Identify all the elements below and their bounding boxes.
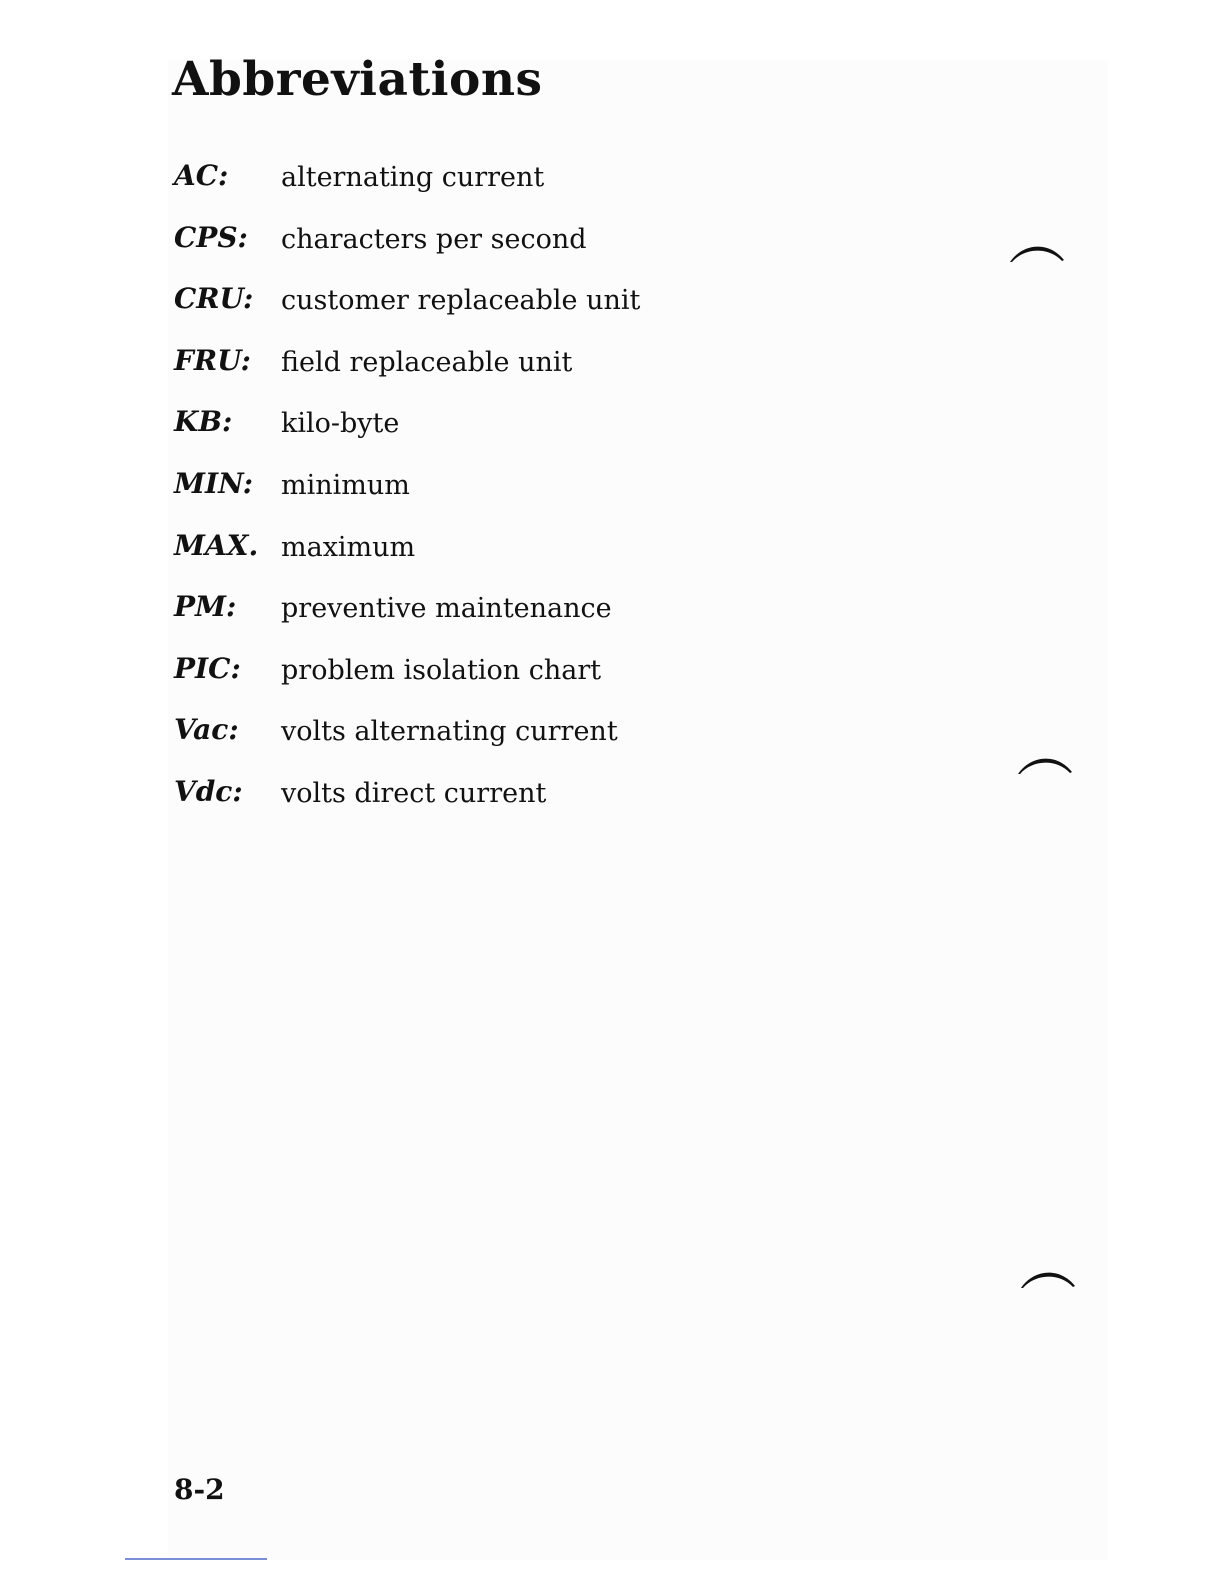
abbreviation-row xyxy=(172,702,772,764)
abbreviation-row xyxy=(172,210,772,272)
abbreviation-row xyxy=(172,148,772,210)
abbreviation-row xyxy=(172,333,772,395)
bottom-divider xyxy=(125,1558,267,1560)
page-number: 8-2 xyxy=(174,1473,225,1506)
abbreviation-term: FRU: xyxy=(174,343,251,377)
binder-hole-mark-icon xyxy=(1019,1266,1077,1290)
abbreviation-term: MAX. xyxy=(174,528,259,562)
abbreviation-definition: alternating current xyxy=(281,162,545,193)
abbreviation-definition: volts alternating current xyxy=(281,716,618,748)
abbreviation-term: Vdc: xyxy=(174,774,243,808)
abbreviation-definition: preventive maintenance xyxy=(281,593,612,625)
abbreviation-row xyxy=(172,518,772,580)
binder-hole-mark-icon xyxy=(1008,240,1066,264)
abbreviation-definition: field replaceable unit xyxy=(281,346,573,378)
abbreviation-row xyxy=(172,764,772,826)
abbreviation-term: AC: xyxy=(174,159,229,192)
abbreviation-term: MIN: xyxy=(174,466,254,500)
abbreviation-definition: kilo-byte xyxy=(281,408,400,440)
abbreviation-row xyxy=(172,394,772,456)
abbreviation-term: KB: xyxy=(174,405,233,439)
abbreviation-row xyxy=(172,271,772,333)
abbreviation-list xyxy=(172,148,772,826)
page-title: Abbreviations xyxy=(172,52,543,107)
abbreviation-row xyxy=(172,456,772,518)
abbreviation-definition: volts direct current xyxy=(281,777,547,809)
abbreviation-term: CPS: xyxy=(174,220,248,254)
binder-hole-mark-icon xyxy=(1016,752,1074,776)
abbreviation-row xyxy=(172,641,772,703)
abbreviation-row xyxy=(172,579,772,641)
abbreviation-term: Vac: xyxy=(174,713,239,747)
abbreviation-definition: minimum xyxy=(281,469,410,501)
abbreviation-definition: characters per second xyxy=(281,223,587,255)
abbreviation-term: CRU: xyxy=(174,282,254,316)
abbreviation-definition: maximum xyxy=(281,531,416,563)
abbreviation-definition: problem isolation chart xyxy=(281,654,602,686)
abbreviation-definition: customer replaceable unit xyxy=(281,285,641,317)
abbreviation-term: PIC: xyxy=(174,651,241,685)
abbreviation-term: PM: xyxy=(174,590,237,624)
